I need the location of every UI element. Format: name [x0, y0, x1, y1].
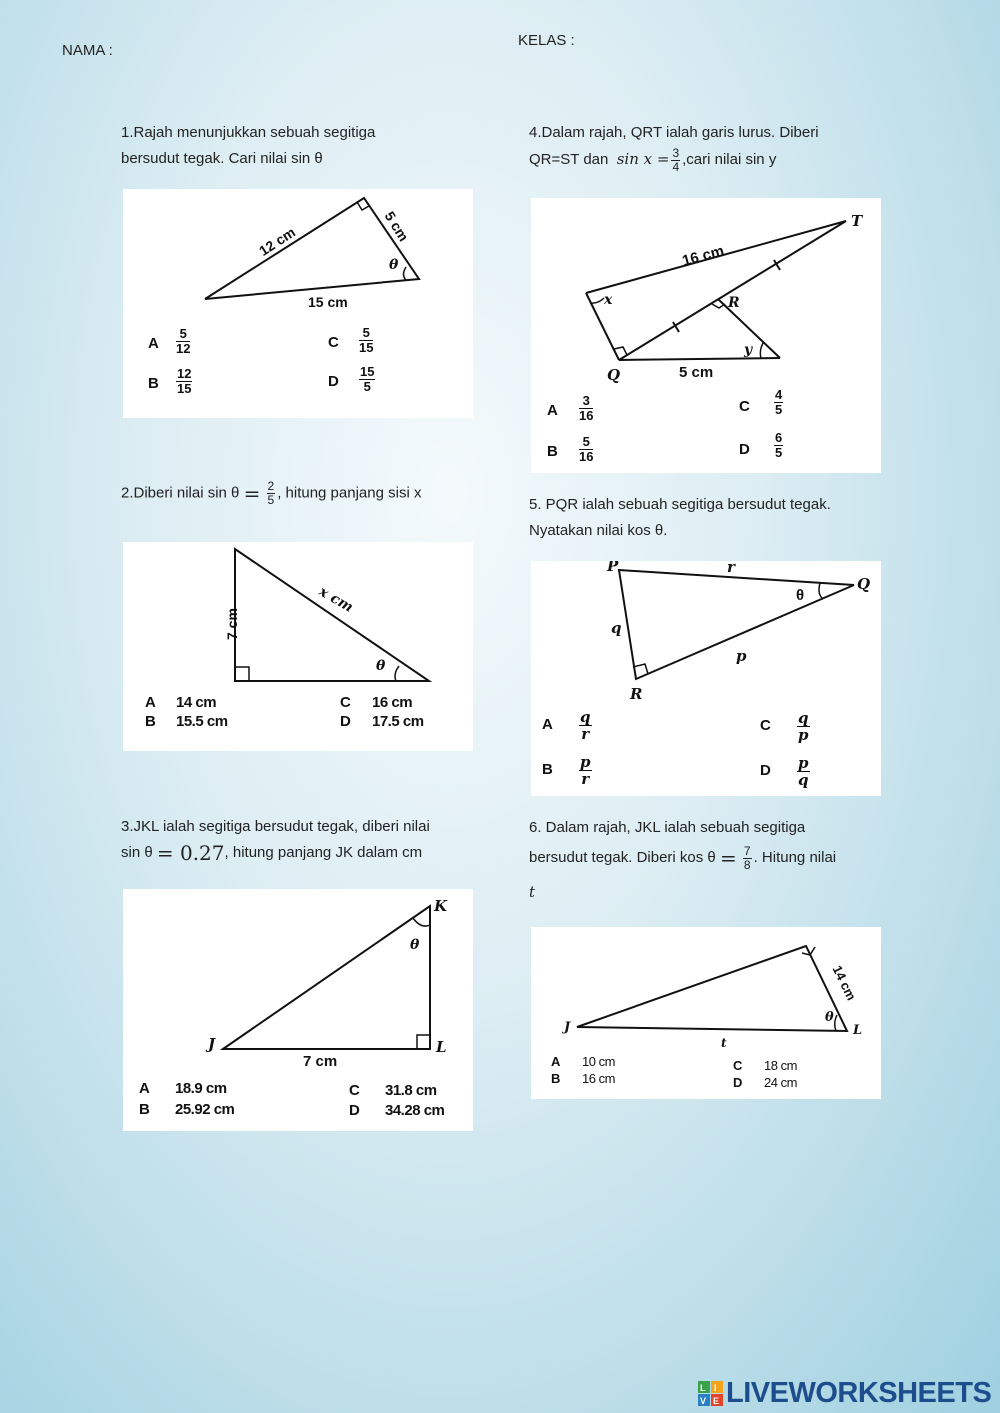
- t-label: t: [721, 1036, 727, 1050]
- option-a-letter: A: [547, 402, 558, 419]
- option-a-letter: A: [139, 1080, 150, 1097]
- option-c-value[interactable]: 18 cm: [764, 1058, 797, 1073]
- j-vertex-label: J: [208, 1035, 216, 1053]
- question-6-text: 6. Dalam rajah, JKL ialah sebuah segitiga bersudut tegak. Diberi kos θ = $\frac{7}{8}$ . Hitung nilai t: [529, 819, 837, 902]
- hyp-label: 12 cm: [256, 223, 299, 259]
- option-c-value[interactable]: 31.8 cm: [385, 1082, 437, 1099]
- option-d-letter: D: [328, 373, 339, 390]
- option-b-letter: B: [547, 443, 558, 460]
- option-b-value[interactable]: 25.92 cm: [175, 1101, 235, 1118]
- vertical-label: 7 cm: [224, 608, 240, 640]
- option-c-letter: C: [349, 1082, 360, 1099]
- question-3-figure: [123, 889, 473, 1131]
- svg-text:V: V: [700, 1396, 707, 1406]
- option-a-value[interactable]: q r: [580, 708, 591, 743]
- option-d-value[interactable]: 17.5 cm: [372, 713, 424, 730]
- option-c-letter: C: [739, 398, 750, 415]
- svg-text:L: L: [700, 1383, 706, 1393]
- option-b-value[interactable]: 12 15: [177, 366, 192, 396]
- t-vertex-label: T: [851, 212, 863, 230]
- side-label: 14 cm: [829, 962, 860, 1003]
- theta-label: θ: [796, 587, 805, 604]
- side-r-label: r: [727, 561, 735, 576]
- side-p-label: p: [736, 647, 747, 665]
- top-length-label: 16 cm: [680, 242, 726, 270]
- option-d-value[interactable]: 34.28 cm: [385, 1102, 445, 1119]
- theta-label: θ: [825, 1010, 834, 1025]
- option-b-value[interactable]: p r: [580, 753, 591, 788]
- question-5-figure: [531, 561, 881, 796]
- option-d-value[interactable]: 15 5: [360, 364, 375, 394]
- side-label: 5 cm: [381, 208, 413, 245]
- option-a-value[interactable]: 18.9 cm: [175, 1080, 227, 1097]
- theta-label: θ: [389, 257, 399, 273]
- l-vertex-label: L: [853, 1023, 863, 1038]
- question-6-figure: [531, 927, 881, 1099]
- option-d-letter: D: [733, 1075, 743, 1090]
- option-c-letter: C: [733, 1058, 743, 1073]
- option-a-letter: A: [551, 1054, 561, 1069]
- y-angle-label: y: [744, 342, 753, 358]
- option-b-letter: B: [542, 761, 553, 778]
- option-c-letter: C: [328, 334, 339, 351]
- j-vertex-label: J: [564, 1020, 571, 1035]
- question-1-figure: [123, 189, 473, 418]
- hyp-label: x cm: [316, 583, 356, 616]
- option-a-value[interactable]: 5 12: [176, 326, 191, 356]
- option-a-value[interactable]: 10 cm: [582, 1054, 615, 1069]
- geometry-diagram: [531, 198, 881, 473]
- liveworksheets-icon: [698, 1379, 724, 1409]
- option-d-letter: D: [349, 1102, 360, 1119]
- l-vertex-label: L: [436, 1038, 447, 1056]
- q-vertex-label: Q: [607, 366, 621, 384]
- p-vertex-label: P: [607, 561, 619, 575]
- question-2-figure: [123, 542, 473, 751]
- option-a-value[interactable]: 14 cm: [176, 694, 217, 711]
- svg-text:I: I: [714, 1383, 717, 1393]
- option-b-letter: B: [148, 375, 159, 392]
- option-c-letter: C: [340, 694, 351, 711]
- option-d-letter: D: [340, 713, 351, 730]
- option-d-value[interactable]: p q: [798, 754, 809, 789]
- fraction: $\frac{7}{8}$: [743, 843, 751, 872]
- q-vertex-label: Q: [857, 575, 871, 593]
- question-2-text: 2.Diberi nilai sin θ = $\frac{2}{5}$ , hitung panjang sisi x: [121, 479, 422, 507]
- x-angle-label: x: [604, 292, 613, 308]
- k-vertex-label: K: [434, 897, 448, 915]
- question-3-text: 3.JKL ialah segitiga bersudut tegak, diberi nilai sin θ = 0.27, hitung panjang JK dalam cm: [121, 818, 430, 866]
- logo-text: LIVEWORKSHEETS: [726, 1377, 992, 1409]
- option-c-value[interactable]: q p: [798, 709, 809, 744]
- option-c-value[interactable]: 4 5: [775, 387, 783, 417]
- option-b-letter: B: [139, 1101, 150, 1118]
- fraction: $\frac{3}{4}$: [672, 145, 680, 174]
- base-label: 7 cm: [303, 1053, 338, 1070]
- theta-label: θ: [410, 937, 420, 953]
- option-a-letter: A: [148, 335, 159, 352]
- option-d-letter: D: [760, 762, 771, 779]
- question-4-text: 4.Dalam rajah, QRT ialah garis lurus. Diberi QR=ST dan sin x = $\frac{3}{4}$ ,cari nilai sin y: [529, 124, 819, 174]
- option-c-letter: C: [760, 717, 771, 734]
- base-label: 15 cm: [308, 294, 348, 310]
- option-a-letter: A: [542, 716, 553, 733]
- option-b-value[interactable]: 15.5 cm: [176, 713, 228, 730]
- class-label: KELAS :: [518, 32, 575, 49]
- option-c-value[interactable]: 5 15: [359, 325, 374, 355]
- side-q-label: q: [611, 619, 622, 637]
- svg-text:E: E: [713, 1396, 720, 1406]
- option-b-letter: B: [145, 713, 156, 730]
- r-vertex-label: R: [728, 295, 740, 311]
- theta-label: θ: [376, 658, 386, 674]
- question-4-figure: [531, 198, 881, 473]
- option-b-value[interactable]: 16 cm: [582, 1071, 615, 1086]
- option-b-value[interactable]: 5 16: [579, 434, 594, 464]
- name-label: NAMA :: [62, 42, 113, 59]
- option-d-value[interactable]: 6 5: [775, 430, 783, 460]
- option-a-value[interactable]: 3 16: [579, 393, 594, 423]
- option-b-letter: B: [551, 1071, 561, 1086]
- r-vertex-label: R: [630, 685, 643, 703]
- option-c-value[interactable]: 16 cm: [372, 694, 413, 711]
- option-a-letter: A: [145, 694, 156, 711]
- option-d-value[interactable]: 24 cm: [764, 1075, 797, 1090]
- bottom-length-label: 5 cm: [679, 364, 714, 381]
- fraction: $\frac{2}{5}$: [267, 479, 275, 507]
- option-d-letter: D: [739, 441, 750, 458]
- question-1-text: 1.Rajah menunjukkan sebuah segitiga bersudut tegak. Cari nilai sin θ: [121, 124, 376, 167]
- question-5-text: 5. PQR ialah sebuah segitiga bersudut tegak. Nyatakan nilai kos θ.: [529, 496, 831, 539]
